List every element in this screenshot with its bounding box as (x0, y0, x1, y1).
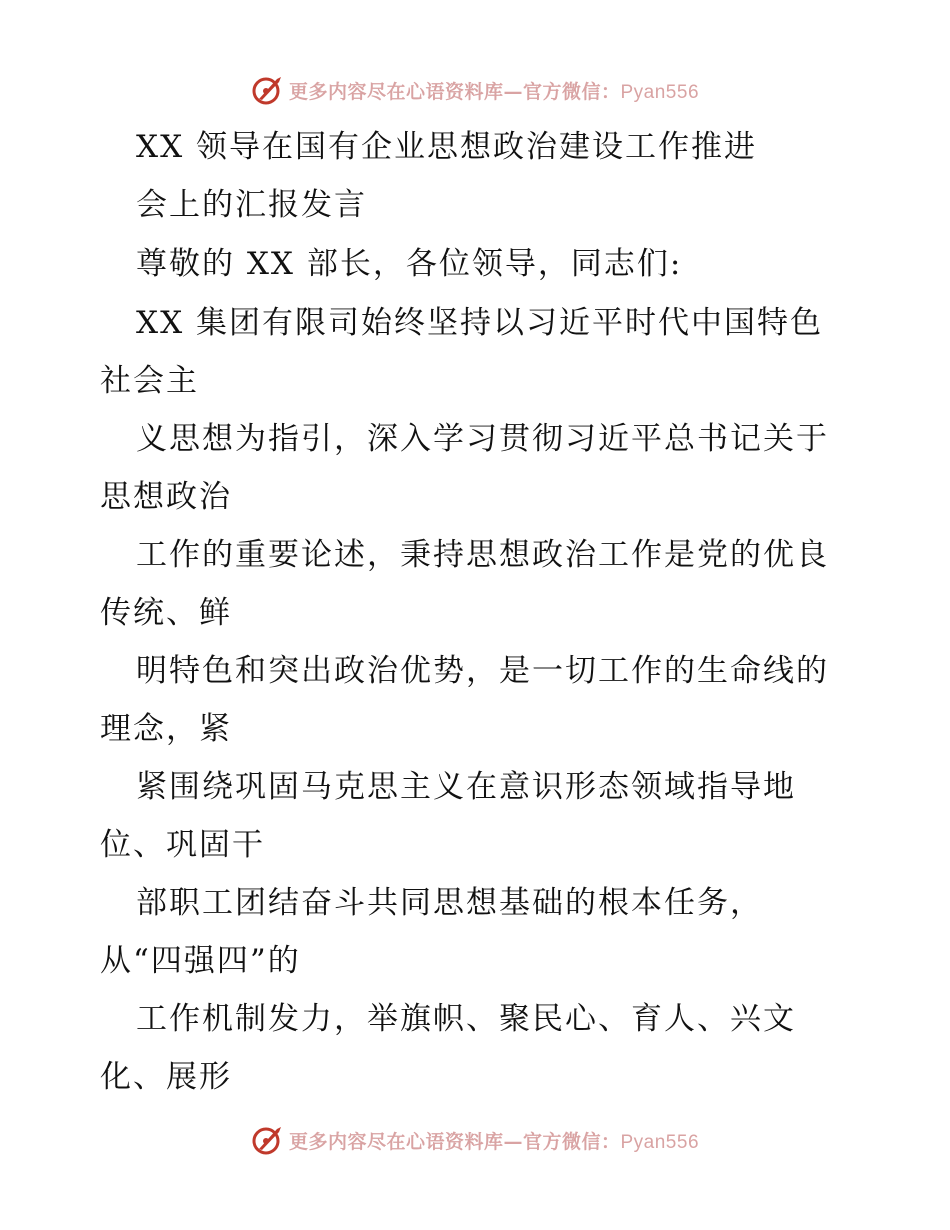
title-line-2: 会上的汇报发言 (136, 187, 367, 223)
body-line: 从“四强四”的 (100, 943, 301, 979)
body-line: 部职工团结奋斗共同思想基础的根本任务， (136, 885, 763, 921)
body-line: 位、巩固干 (100, 827, 265, 863)
body-line: XX 集团有限司始终坚持以习近平时代中国特色 (136, 305, 823, 341)
body-line: 明特色和突出政治优势，是一切工作的生命线的 (136, 653, 829, 689)
body-line: 思想政治 (100, 479, 232, 515)
wechat-id: Pyan556 (620, 81, 700, 103)
watermark-text: 更多内容尽在心语资料库—官方微信：Pyan556 (288, 80, 700, 103)
body-line: 工作机制发力，举旗帜、聚民心、育人、兴文 (136, 1001, 796, 1037)
body-line: 社会主 (100, 363, 199, 399)
salutation: 尊敬的 XX 部长，各位领导，同志们: (136, 246, 683, 282)
watermark-banner-bottom (0, 1120, 950, 1160)
quill-logo-icon (251, 1123, 285, 1157)
body-line: 传统、鲜 (100, 595, 232, 631)
wechat-id: Pyan556 (620, 1131, 700, 1153)
watermark-text: 更多内容尽在心语资料库—官方微信：Pyan556 (288, 1130, 700, 1153)
body-line: 义思想为指引，深入学习贯彻习近平总书记关于 (136, 421, 829, 457)
title-line-1: XX 领导在国有企业思想政治建设工作推进 (136, 129, 757, 165)
body-line: 化、展形 (100, 1059, 232, 1095)
body-line: 工作的重要论述，秉持思想政治工作是党的优良 (136, 537, 829, 573)
body-line: 紧围绕巩固马克思主义在意识形态领域指导地 (136, 769, 796, 805)
body-line: 理念，紧 (100, 711, 232, 747)
